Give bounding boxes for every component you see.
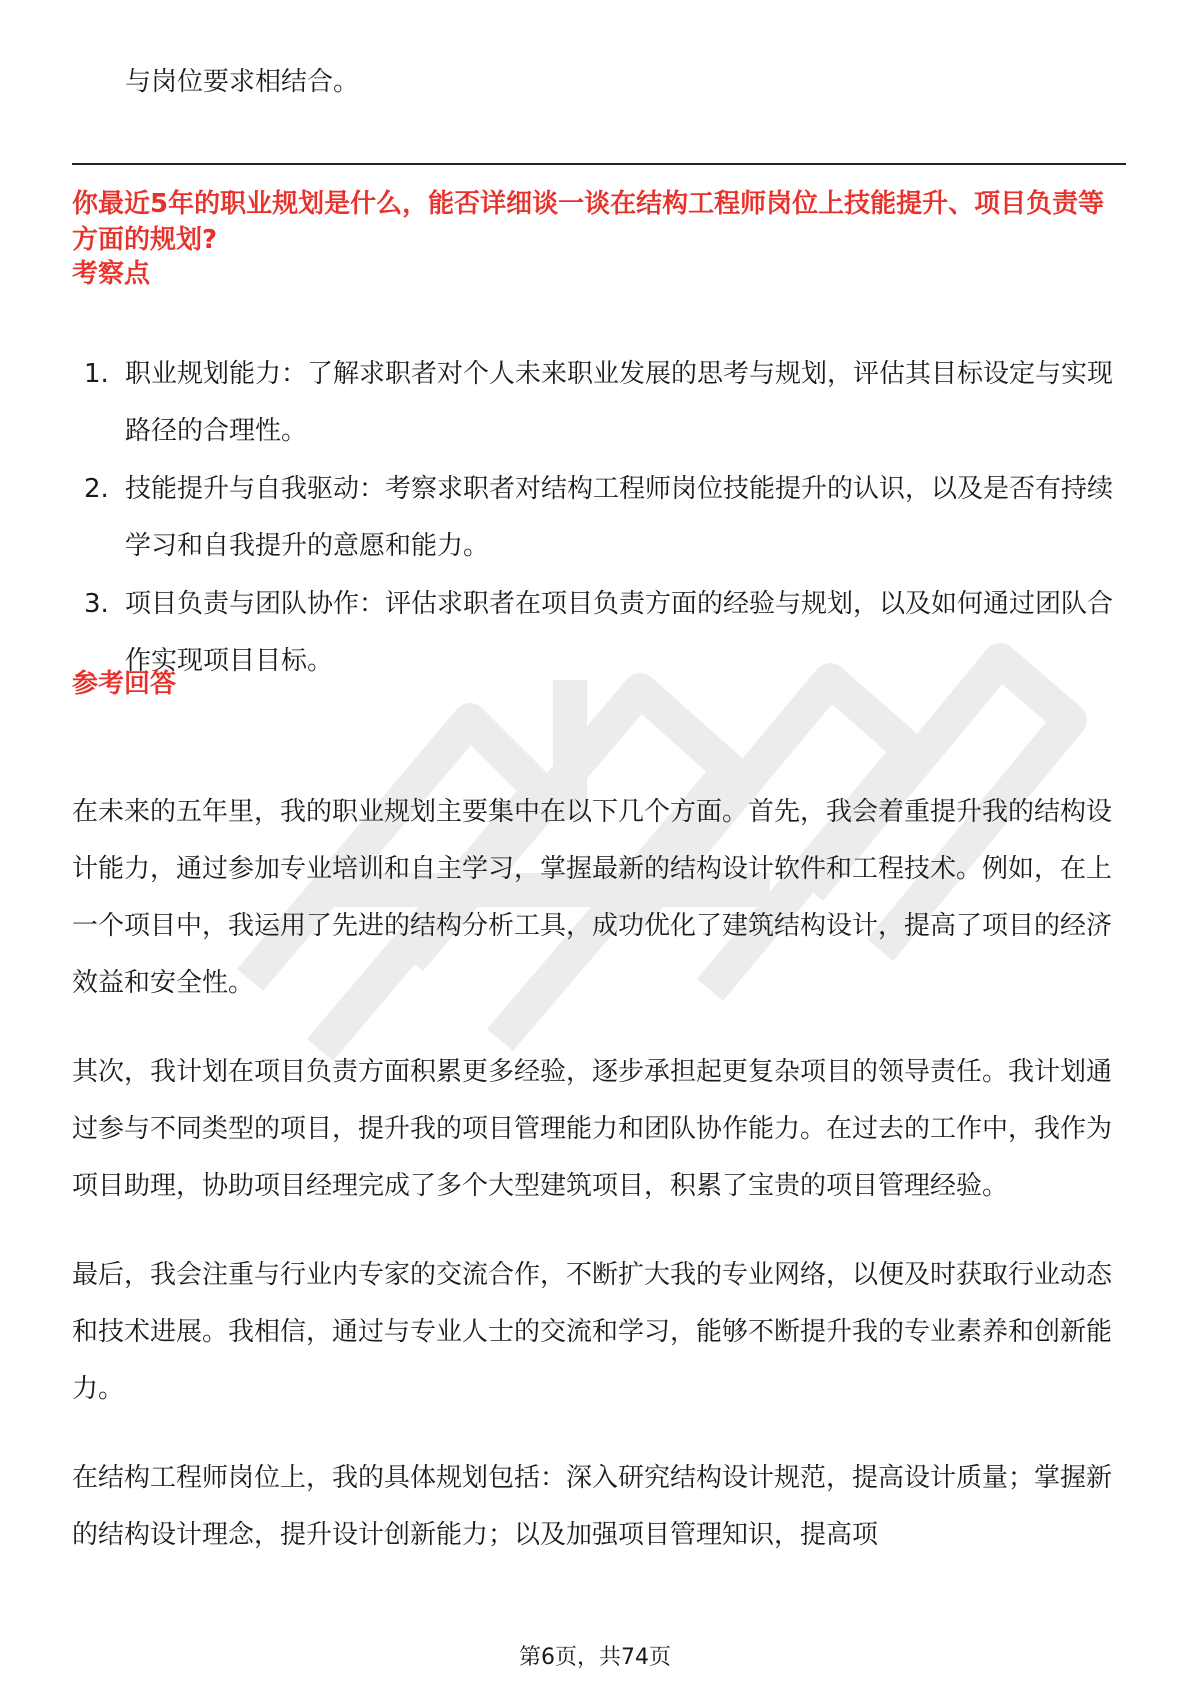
answer-paragraph: 在结构工程师岗位上，我的具体规划包括：深入研究结构设计规范，提高设计质量；掌握新的结构设计理念，提升设计创新能力；以及加强项目管理知识，提高项	[72, 1463, 1113, 1550]
carry-over-text: 与岗位要求相结合。	[125, 67, 360, 97]
list-item	[72, 346, 1126, 460]
list-item-text: 项目负责与团队协作：评估求职者在项目负责方面的经验与规划，以及如何通过团队合作实现项目目标。	[125, 589, 1114, 676]
answer-paragraph: 最后，我会注重与行业内专家的交流合作，不断扩大我的专业网络，以便及时获取行业动态和技术进展。我相信，通过与专业人士的交流和学习，能够不断提升我的专业素养和创新能力。	[72, 1260, 1113, 1404]
section-divider	[72, 163, 1126, 165]
list-item-text: 职业规划能力：了解求职者对个人未来职业发展的思考与规划，评估其目标设定与实现路径的合理性。	[125, 359, 1114, 446]
answer-paragraph: 在未来的五年里，我的职业规划主要集中在以下几个方面。首先，我会着重提升我的结构设计能力，通过参加专业培训和自主学习，掌握最新的结构设计软件和工程技术。例如，在上一个项目中，我运用了先进的结构分析工具，成功优化了建筑结构设计，提高了项目的经济效益和安全性。	[72, 797, 1113, 998]
list-item-number: 1.	[84, 359, 109, 389]
list-item-text: 技能提升与自我驱动：考察求职者对结构工程师岗位技能提升的认识，以及是否有持续学习和自我提升的意愿和能力。	[125, 474, 1114, 561]
answer-body	[72, 784, 1126, 1596]
page-number: 第6页，共74页	[519, 1645, 671, 1670]
points-heading: 考察点	[72, 259, 151, 289]
answer-paragraph: 其次，我计划在项目负责方面积累更多经验，逐步承担起更复杂项目的领导责任。我计划通过参与不同类型的项目，提升我的项目管理能力和团队协作能力。在过去的工作中，我作为项目助理，协助项目经理完成了多个大型建筑项目，积累了宝贵的项目管理经验。	[72, 1057, 1113, 1201]
points-list	[72, 346, 1126, 691]
list-item	[72, 461, 1126, 575]
question-title: 你最近5年的职业规划是什么，能否详细谈一谈在结构工程师岗位上技能提升、项目负责等方面的规划?	[72, 189, 1105, 255]
answer-heading: 参考回答	[72, 669, 177, 699]
list-item-number: 3.	[84, 589, 109, 619]
list-item	[72, 576, 1126, 690]
list-item-number: 2.	[84, 474, 109, 504]
